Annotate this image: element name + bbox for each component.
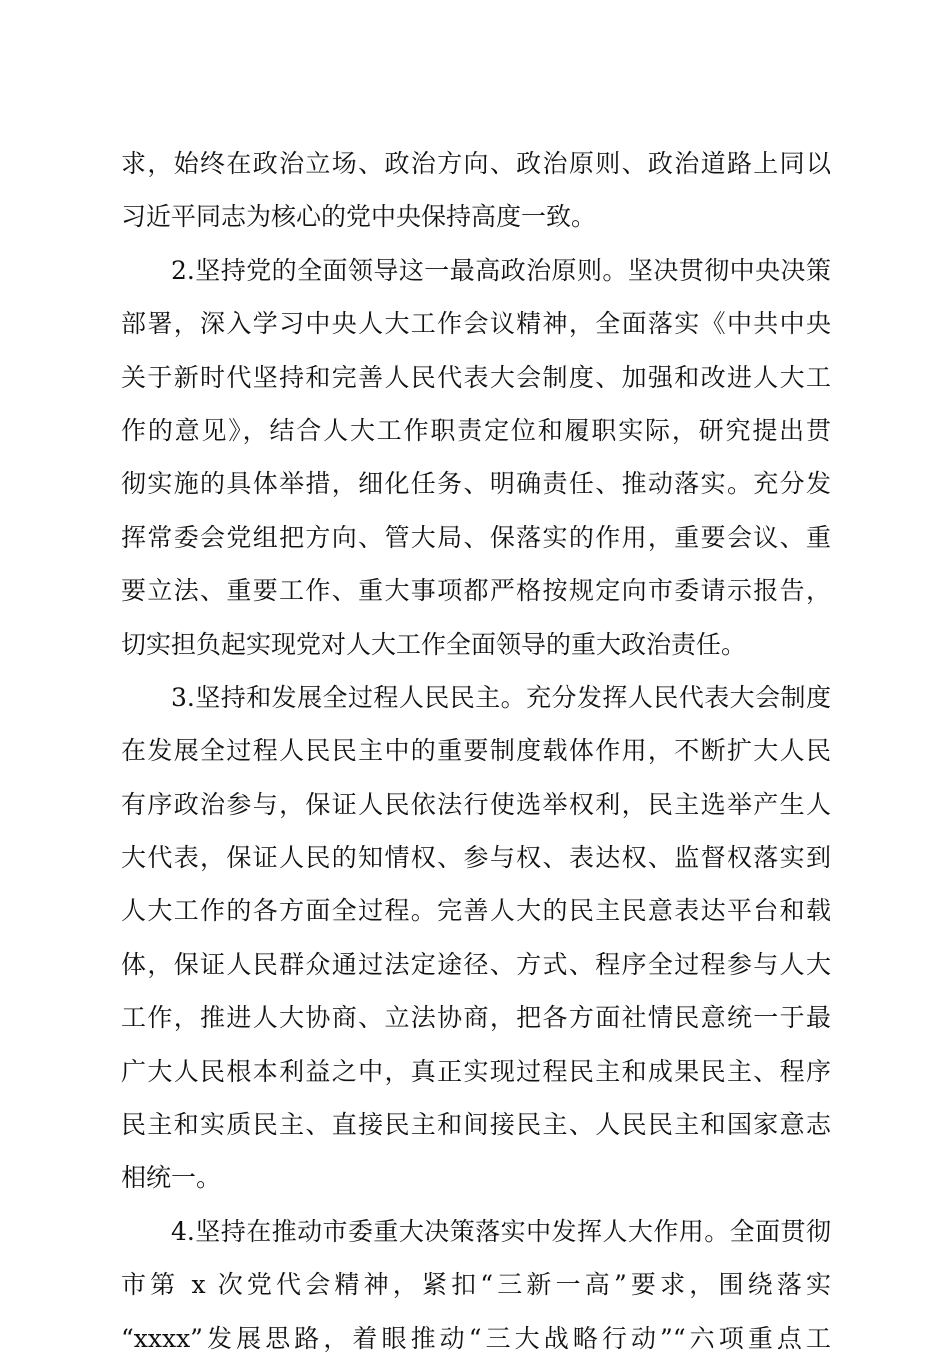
paragraph-heading-line: 3.坚持和发展全过程人民民主。充分发挥人民代表大会制度 [171,682,831,712]
text-line: 在发展全过程人民民主中的重要制度载体作用，不断扩大人民 [121,736,831,766]
text-line: 求，始终在政治立场、政治方向、政治原则、政治道路上同以 [121,149,831,178]
text-line: 工作，推进人大协商、立法协商，把各方面社情民意统一于最 [121,1003,831,1033]
text-line: 有序政治参与，保证人民依法行使选举权利，民主选举产生人 [121,789,831,819]
text-line: 广大人民根本利益之中，真正实现过程民主和成果民主、程序 [121,1056,831,1086]
paragraph-heading-line: 2.坚持党的全面领导这一最高政治原则。坚决贯彻中央决策 [171,255,831,285]
text-line: 大代表，保证人民的知情权、参与权、表达权、监督权落实到 [121,843,831,873]
text-line: 挥常委会党组把方向、管大局、保落实的作用，重要会议、重 [121,522,831,552]
text-line: 切实担负起实现党对人大工作全面领导的重大政治责任。 [121,629,747,659]
text-line: 人大工作的各方面全过程。完善人大的民主民意表达平台和载 [121,896,831,926]
text-line: “xxxx”发展思路，着眼推动“三大战略行动”“六项重点工 [121,1323,831,1353]
text-line: 关于新时代坚持和完善人民代表大会制度、加强和改进人大工 [121,362,831,392]
text-line: 市第 x 次党代会精神，紧扣“三新一高”要求，围绕落实 [121,1270,831,1300]
text-line: 彻实施的具体举措，细化任务、明确责任、推动落实。充分发 [121,469,831,499]
text-line: 相统一。 [121,1163,222,1193]
text-line: 要立法、重要工作、重大事项都严格按规定向市委请示报告， [121,576,831,606]
text-line: 部署，深入学习中央人大工作会议精神，全面落实《中共中央 [121,309,831,339]
text-line: 习近平同志为核心的党中央保持高度一致。 [121,202,597,232]
text-line: 作的意见》，结合人大工作职责定位和履职实际，研究提出贯 [121,415,831,445]
document-body [121,137,831,1365]
text-line: 民主和实质民主、直接民主和间接民主、人民民主和国家意志 [121,1110,831,1140]
text-line: 体，保证人民群众通过法定途径、方式、程序全过程参与人大 [121,949,831,979]
paragraph-heading-line: 4.坚持在推动市委重大决策落实中发挥人大作用。全面贯彻 [171,1216,831,1246]
